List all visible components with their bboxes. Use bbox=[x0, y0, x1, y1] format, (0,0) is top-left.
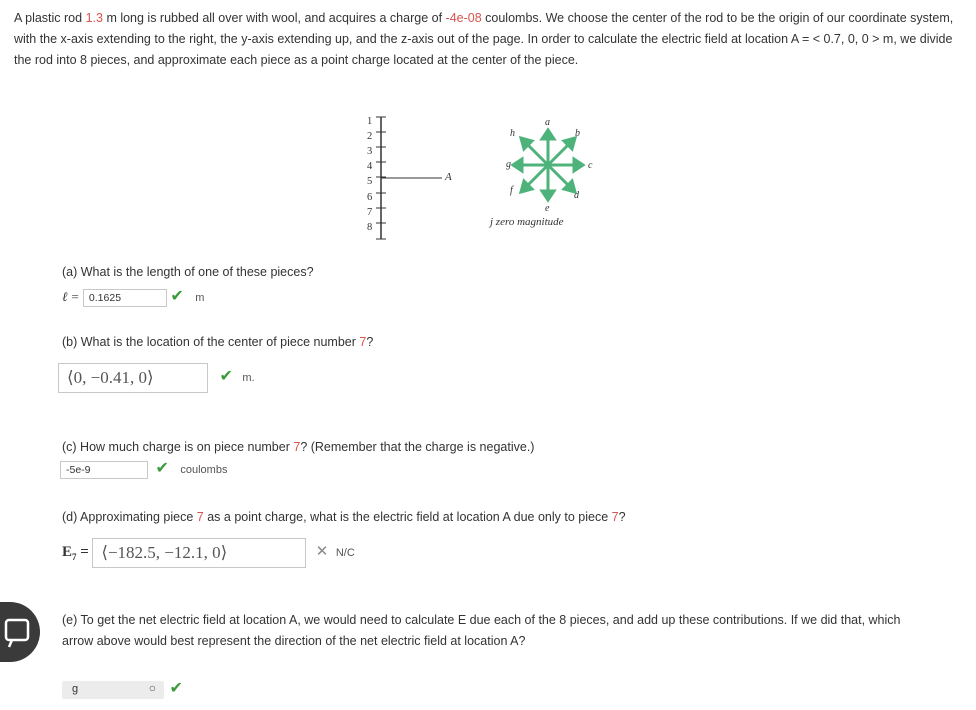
arrow-label-b: b bbox=[575, 128, 580, 139]
question-b-text: (b) What is the location of the center of piece number 7? bbox=[62, 335, 374, 349]
length-answer-input[interactable]: 0.1625 bbox=[83, 289, 167, 307]
arrow-label-c: c bbox=[588, 160, 593, 171]
question-c-answer-row bbox=[60, 458, 227, 479]
rod-tick-3: 3 bbox=[367, 146, 373, 157]
arrow-select-dropdown[interactable] bbox=[62, 681, 164, 699]
rod-tick-2: 2 bbox=[367, 131, 373, 142]
question-b-answer-row bbox=[58, 363, 255, 393]
arrow-choices-diagram bbox=[490, 115, 620, 240]
location-answer-input[interactable]: ⟨0, −0.41, 0⟩ bbox=[58, 363, 208, 393]
check-icon: ✔ bbox=[155, 460, 169, 477]
location-unit: m. bbox=[242, 372, 255, 385]
rod-tick-4: 4 bbox=[367, 161, 373, 172]
rod-charge-value: -4e-08 bbox=[445, 11, 482, 25]
rod-tick-8: 8 bbox=[367, 222, 373, 233]
problem-statement: A plastic rod 1.3 m long is rubbed all over with wool, and acquires a charge of -4e-08 coulombs. We choose the center of the rod to be the origin of our coordinate system, with the x-axis extending to the right, the y-axis extending up, and the z-axis out of the page. In order to calculate the electric field at location A = < 0.7, 0, 0 > m, we divide the rod into 8 pieces, and approximate each piece as a point charge located at the center of the piece. bbox=[14, 11, 954, 67]
arrow-select-value: g bbox=[72, 682, 79, 695]
rod-tick-5: 5 bbox=[367, 176, 373, 187]
arrow-label-f: f bbox=[510, 185, 513, 196]
arrow-label-g: g bbox=[506, 159, 511, 170]
point-a-label: A bbox=[445, 171, 452, 183]
arrow-label-e: e bbox=[545, 203, 550, 214]
rod-diagram bbox=[360, 115, 470, 245]
rod-tick-7: 7 bbox=[367, 207, 373, 218]
question-e-text: (e) To get the net electric field at location A, we would need to calculate E due each of the 8 pieces, and add up these contributions. If we did that, which arrow above would best represent the direction of the net electric field at location A? bbox=[62, 613, 901, 648]
charge-unit: coulombs bbox=[180, 464, 228, 476]
charge-answer-input[interactable]: -5e-9 bbox=[60, 461, 148, 479]
arrow-label-a: a bbox=[545, 117, 550, 128]
dropdown-icon: ○ bbox=[148, 680, 156, 695]
question-a-answer-row bbox=[62, 286, 204, 307]
efield-answer-input[interactable]: ⟨−182.5, −12.1, 0⟩ bbox=[92, 538, 306, 568]
question-d-text: (d) Approximating piece 7 as a point charge, what is the electric field at location A due only to piece 7? bbox=[62, 510, 626, 524]
efield-unit: N/C bbox=[335, 547, 355, 560]
length-var-label: ℓ = bbox=[62, 289, 80, 304]
check-icon: ✔ bbox=[169, 680, 183, 697]
check-icon: ✔ bbox=[219, 368, 233, 386]
arrow-label-d: d bbox=[574, 190, 579, 201]
cross-icon: ✕ bbox=[315, 543, 329, 561]
rod-tick-1: 1 bbox=[367, 116, 373, 127]
side-helper-widget[interactable] bbox=[0, 602, 40, 662]
question-a-text: (a) What is the length of one of these pieces? bbox=[62, 265, 314, 279]
length-unit: m bbox=[195, 292, 205, 304]
check-icon: ✔ bbox=[170, 288, 184, 305]
question-d-answer-row bbox=[62, 538, 355, 568]
question-c-text: (c) How much charge is on piece number 7? (Remember that the charge is negative.) bbox=[62, 440, 535, 454]
rod-svg bbox=[360, 115, 470, 245]
chat-icon bbox=[0, 602, 40, 662]
rod-length-value: 1.3 bbox=[85, 11, 103, 25]
question-e-answer-row bbox=[62, 678, 183, 699]
zero-magnitude-label: j zero magnitude bbox=[490, 216, 564, 228]
arrow-label-h: h bbox=[510, 128, 515, 139]
rod-tick-6: 6 bbox=[367, 192, 373, 203]
efield-var-label: $E_7$ = bbox=[62, 544, 89, 563]
